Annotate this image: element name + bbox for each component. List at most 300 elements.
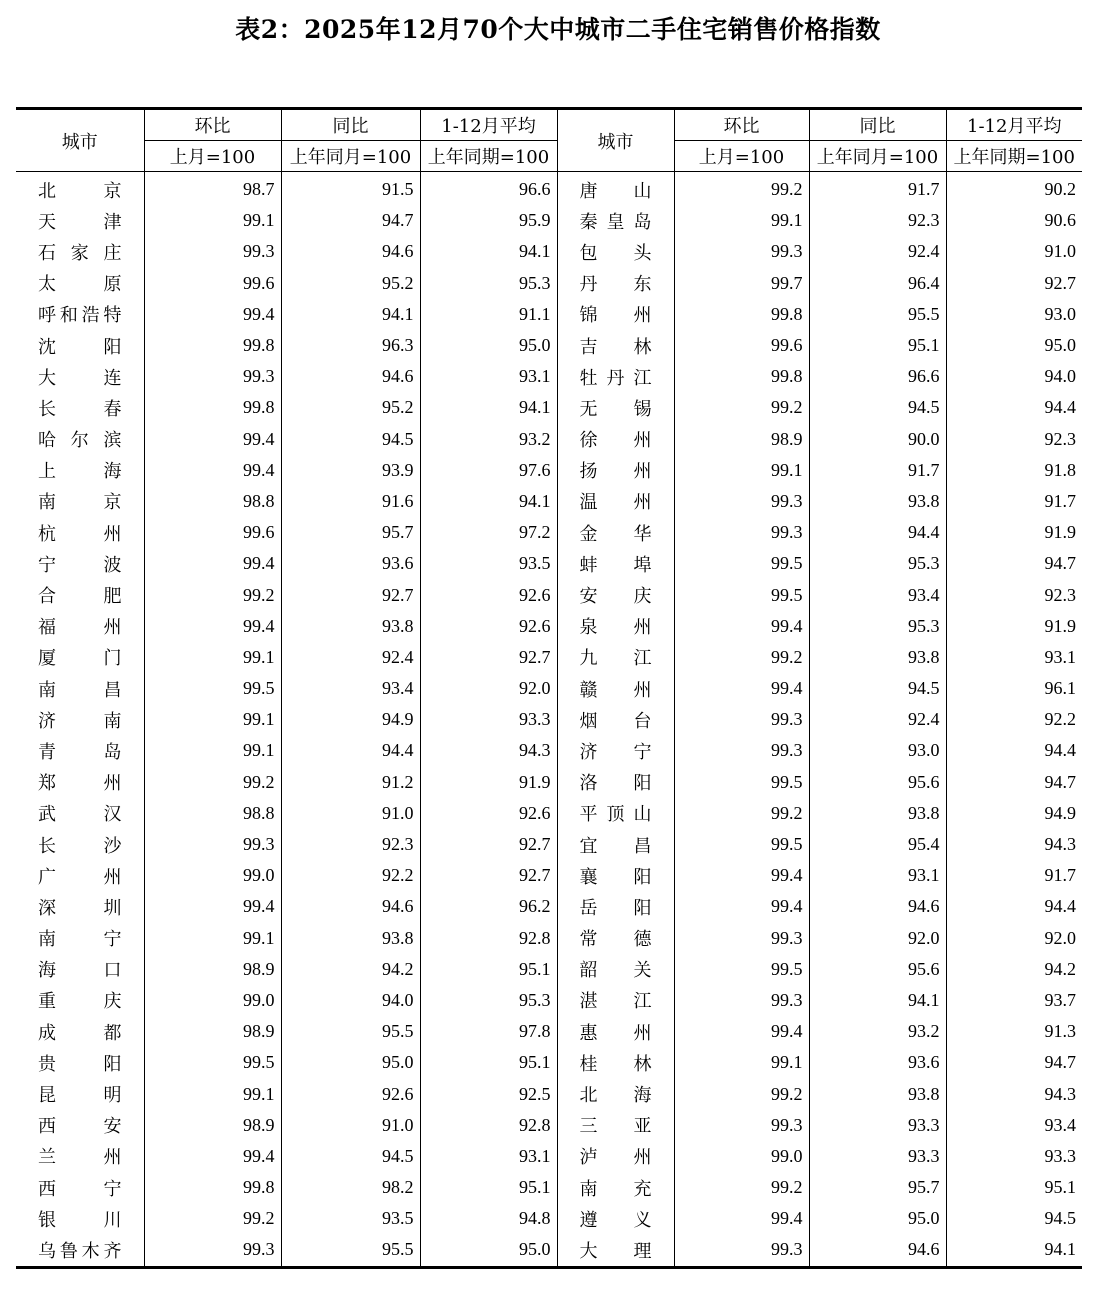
city-name-right: 安庆 — [557, 579, 674, 610]
yoy-value-left: 94.6 — [281, 361, 420, 392]
avg-value-left: 97.2 — [420, 517, 557, 548]
avg-value-right: 92.0 — [946, 923, 1082, 954]
mom-value-left: 99.1 — [144, 735, 281, 766]
avg-value-right: 91.0 — [946, 236, 1082, 267]
yoy-value-left: 92.3 — [281, 829, 420, 860]
avg-value-left: 95.0 — [420, 1234, 557, 1267]
table-row — [16, 299, 1082, 330]
city-name-left: 青岛 — [38, 741, 122, 763]
mom-value-left: 98.9 — [144, 1110, 281, 1141]
mom-value-right: 99.0 — [674, 1141, 809, 1172]
header-mom-right: 环比 — [674, 109, 809, 141]
table-row — [16, 1047, 1082, 1078]
table-row — [16, 798, 1082, 829]
avg-value-right: 94.3 — [946, 1078, 1082, 1109]
mom-value-left: 99.4 — [144, 891, 281, 922]
city-name-right: 襄阳 — [557, 860, 674, 891]
header-yoy-right: 同比 — [809, 109, 946, 141]
mom-value-left: 99.1 — [144, 642, 281, 673]
mom-value-left: 99.5 — [144, 673, 281, 704]
yoy-value-left: 94.7 — [281, 205, 420, 236]
mom-value-left: 99.4 — [144, 424, 281, 455]
city-name-right: 遵义 — [557, 1203, 674, 1234]
table-row — [16, 611, 1082, 642]
mom-value-right: 99.2 — [674, 1172, 809, 1203]
city-name-left: 昆明 — [38, 1085, 122, 1107]
avg-value-right: 91.9 — [946, 611, 1082, 642]
mom-value-left: 99.1 — [144, 923, 281, 954]
avg-value-left: 95.9 — [420, 205, 557, 236]
mom-value-left: 98.8 — [144, 486, 281, 517]
table-row — [16, 424, 1082, 455]
city-name-left: 北京 — [38, 180, 122, 202]
mom-value-right: 99.7 — [674, 268, 809, 299]
city-name-left: 南宁 — [38, 929, 122, 951]
city-name-right: 泸州 — [557, 1141, 674, 1172]
city-name-left: 济南 — [38, 710, 122, 732]
table-row — [16, 1141, 1082, 1172]
yoy-value-right: 94.6 — [809, 1234, 946, 1267]
table-row — [16, 1234, 1082, 1267]
mom-value-right: 99.3 — [674, 486, 809, 517]
header-mom-left: 环比 — [144, 109, 281, 141]
yoy-value-left: 91.0 — [281, 798, 420, 829]
yoy-value-left: 93.8 — [281, 923, 420, 954]
avg-value-left: 93.1 — [420, 361, 557, 392]
table-row — [16, 548, 1082, 579]
city-name-left: 上海 — [38, 461, 122, 483]
city-name-left: 深圳 — [38, 897, 122, 919]
table-row — [16, 172, 1082, 206]
yoy-value-right: 95.4 — [809, 829, 946, 860]
mom-value-left: 99.8 — [144, 1172, 281, 1203]
avg-value-left: 92.7 — [420, 829, 557, 860]
avg-value-left: 95.3 — [420, 268, 557, 299]
yoy-value-left: 91.5 — [281, 172, 420, 206]
header-avg-base-right: 上年同期=100 — [946, 141, 1082, 172]
city-name-right: 常德 — [557, 923, 674, 954]
avg-value-right: 91.9 — [946, 517, 1082, 548]
yoy-value-right: 93.8 — [809, 1078, 946, 1109]
avg-value-right: 94.4 — [946, 392, 1082, 423]
city-name-left: 海口 — [38, 960, 122, 982]
mom-value-right: 99.3 — [674, 735, 809, 766]
table-row — [16, 236, 1082, 267]
table-row — [16, 735, 1082, 766]
yoy-value-left: 95.0 — [281, 1047, 420, 1078]
mom-value-right: 99.4 — [674, 860, 809, 891]
header-yoy-base-right: 上年同月=100 — [809, 141, 946, 172]
avg-value-right: 92.3 — [946, 424, 1082, 455]
avg-value-right: 91.3 — [946, 1016, 1082, 1047]
city-name-right: 无锡 — [557, 392, 674, 423]
table-row — [16, 673, 1082, 704]
yoy-value-right: 92.0 — [809, 923, 946, 954]
avg-value-right: 94.7 — [946, 548, 1082, 579]
mom-value-left: 99.5 — [144, 1047, 281, 1078]
mom-value-left: 99.3 — [144, 829, 281, 860]
avg-value-left: 91.9 — [420, 767, 557, 798]
yoy-value-right: 95.3 — [809, 611, 946, 642]
mom-value-right: 99.2 — [674, 798, 809, 829]
table-row — [16, 517, 1082, 548]
city-name-left: 贵阳 — [38, 1053, 122, 1075]
city-name-left: 呼和浩特 — [38, 305, 122, 327]
yoy-value-left: 95.5 — [281, 1016, 420, 1047]
avg-value-left: 92.7 — [420, 860, 557, 891]
avg-value-right: 94.1 — [946, 1234, 1082, 1267]
avg-value-right: 92.3 — [946, 579, 1082, 610]
avg-value-right: 93.3 — [946, 1141, 1082, 1172]
yoy-value-right: 94.6 — [809, 891, 946, 922]
page-title: 表2：2025年12月70个大中城市二手住宅销售价格指数 — [235, 15, 881, 44]
avg-value-right: 93.7 — [946, 985, 1082, 1016]
avg-value-right: 94.0 — [946, 361, 1082, 392]
city-name-right: 锦州 — [557, 299, 674, 330]
city-name-left: 成都 — [38, 1022, 122, 1044]
avg-value-right: 93.1 — [946, 642, 1082, 673]
yoy-value-right: 96.6 — [809, 361, 946, 392]
mom-value-right: 99.2 — [674, 642, 809, 673]
avg-value-right: 95.1 — [946, 1172, 1082, 1203]
mom-value-right: 99.5 — [674, 954, 809, 985]
city-name-right: 韶关 — [557, 954, 674, 985]
price-index-table — [16, 107, 1082, 1269]
mom-value-right: 99.3 — [674, 236, 809, 267]
table-row — [16, 268, 1082, 299]
table-row — [16, 985, 1082, 1016]
avg-value-right: 94.2 — [946, 954, 1082, 985]
avg-value-right: 94.9 — [946, 798, 1082, 829]
avg-value-left: 93.3 — [420, 704, 557, 735]
avg-value-left: 93.1 — [420, 1141, 557, 1172]
yoy-value-right: 94.1 — [809, 985, 946, 1016]
table-row — [16, 330, 1082, 361]
mom-value-left: 99.3 — [144, 236, 281, 267]
mom-value-right: 99.5 — [674, 767, 809, 798]
city-name-right: 济宁 — [557, 735, 674, 766]
city-name-right: 金华 — [557, 517, 674, 548]
mom-value-right: 99.4 — [674, 891, 809, 922]
mom-value-left: 99.3 — [144, 361, 281, 392]
avg-value-right: 94.3 — [946, 829, 1082, 860]
yoy-value-right: 93.0 — [809, 735, 946, 766]
table-row — [16, 1172, 1082, 1203]
city-name-right: 温州 — [557, 486, 674, 517]
mom-value-left: 98.9 — [144, 1016, 281, 1047]
avg-value-left: 94.8 — [420, 1203, 557, 1234]
yoy-value-right: 95.6 — [809, 954, 946, 985]
table-row — [16, 860, 1082, 891]
avg-value-left: 94.1 — [420, 486, 557, 517]
city-name-left: 郑州 — [38, 773, 122, 795]
avg-value-left: 92.6 — [420, 611, 557, 642]
avg-value-right: 94.5 — [946, 1203, 1082, 1234]
table-row — [16, 954, 1082, 985]
avg-value-left: 92.7 — [420, 642, 557, 673]
city-name-left: 太原 — [38, 274, 122, 296]
yoy-value-left: 93.5 — [281, 1203, 420, 1234]
yoy-value-right: 93.3 — [809, 1110, 946, 1141]
mom-value-left: 99.8 — [144, 330, 281, 361]
avg-value-left: 93.5 — [420, 548, 557, 579]
yoy-value-right: 94.5 — [809, 392, 946, 423]
avg-value-left: 95.3 — [420, 985, 557, 1016]
city-name-left: 南昌 — [38, 679, 122, 701]
table-row — [16, 455, 1082, 486]
table-row — [16, 1110, 1082, 1141]
mom-value-right: 99.1 — [674, 205, 809, 236]
yoy-value-right: 91.7 — [809, 172, 946, 206]
yoy-value-left: 94.6 — [281, 891, 420, 922]
mom-value-left: 99.1 — [144, 704, 281, 735]
yoy-value-left: 95.7 — [281, 517, 420, 548]
yoy-value-right: 93.8 — [809, 486, 946, 517]
header-city-right: 城市 — [557, 109, 674, 172]
table-row — [16, 205, 1082, 236]
table-row — [16, 923, 1082, 954]
table-row — [16, 767, 1082, 798]
table-row — [16, 1203, 1082, 1234]
avg-value-left: 92.8 — [420, 923, 557, 954]
mom-value-right: 99.3 — [674, 704, 809, 735]
city-name-left: 厦门 — [38, 648, 122, 670]
yoy-value-right: 95.3 — [809, 548, 946, 579]
city-name-left: 哈尔滨 — [38, 430, 122, 452]
city-name-right: 赣州 — [557, 673, 674, 704]
mom-value-right: 99.4 — [674, 1016, 809, 1047]
yoy-value-right: 93.8 — [809, 642, 946, 673]
yoy-value-left: 94.9 — [281, 704, 420, 735]
city-name-right: 宜昌 — [557, 829, 674, 860]
mom-value-right: 99.2 — [674, 172, 809, 206]
yoy-value-right: 94.5 — [809, 673, 946, 704]
yoy-value-left: 91.0 — [281, 1110, 420, 1141]
city-name-left: 福州 — [38, 617, 122, 639]
yoy-value-left: 95.2 — [281, 392, 420, 423]
city-name-left: 杭州 — [38, 523, 122, 545]
header-yoy-left: 同比 — [281, 109, 420, 141]
avg-value-right: 92.2 — [946, 704, 1082, 735]
city-name-left: 天津 — [38, 211, 122, 233]
city-name-right: 徐州 — [557, 424, 674, 455]
yoy-value-left: 95.5 — [281, 1234, 420, 1267]
yoy-value-right: 95.5 — [809, 299, 946, 330]
yoy-value-left: 91.2 — [281, 767, 420, 798]
table-row — [16, 1078, 1082, 1109]
city-name-left: 宁波 — [38, 554, 122, 576]
avg-value-right: 91.7 — [946, 860, 1082, 891]
mom-value-left: 98.8 — [144, 798, 281, 829]
avg-value-right: 90.6 — [946, 205, 1082, 236]
city-name-right: 南充 — [557, 1172, 674, 1203]
city-name-left: 武汉 — [38, 804, 122, 826]
avg-value-left: 96.2 — [420, 891, 557, 922]
mom-value-right: 99.1 — [674, 1047, 809, 1078]
header-mom-base-left: 上月=100 — [144, 141, 281, 172]
mom-value-left: 99.4 — [144, 299, 281, 330]
yoy-value-left: 93.6 — [281, 548, 420, 579]
header-city-left: 城市 — [16, 109, 144, 172]
avg-value-left: 92.6 — [420, 579, 557, 610]
avg-value-left: 97.6 — [420, 455, 557, 486]
yoy-value-left: 94.4 — [281, 735, 420, 766]
yoy-value-left: 93.4 — [281, 673, 420, 704]
avg-value-left: 95.1 — [420, 1172, 557, 1203]
city-name-right: 包头 — [557, 236, 674, 267]
yoy-value-right: 95.7 — [809, 1172, 946, 1203]
avg-value-left: 95.1 — [420, 954, 557, 985]
yoy-value-left: 93.9 — [281, 455, 420, 486]
table-row — [16, 486, 1082, 517]
mom-value-right: 99.6 — [674, 330, 809, 361]
avg-value-left: 96.6 — [420, 172, 557, 206]
avg-value-right: 94.7 — [946, 767, 1082, 798]
table-row — [16, 829, 1082, 860]
mom-value-right: 99.3 — [674, 923, 809, 954]
mom-value-left: 98.7 — [144, 172, 281, 206]
table-row — [16, 704, 1082, 735]
avg-value-right: 93.0 — [946, 299, 1082, 330]
city-name-left: 南京 — [38, 492, 122, 514]
city-name-right: 大理 — [557, 1234, 674, 1267]
yoy-value-left: 91.6 — [281, 486, 420, 517]
mom-value-left: 99.1 — [144, 1078, 281, 1109]
mom-value-left: 99.1 — [144, 205, 281, 236]
city-name-right: 九江 — [557, 642, 674, 673]
avg-value-left: 94.1 — [420, 392, 557, 423]
mom-value-right: 99.5 — [674, 829, 809, 860]
table-row — [16, 392, 1082, 423]
yoy-value-right: 93.4 — [809, 579, 946, 610]
mom-value-left: 99.0 — [144, 860, 281, 891]
city-name-left: 重庆 — [38, 991, 122, 1013]
yoy-value-right: 93.1 — [809, 860, 946, 891]
yoy-value-left: 94.0 — [281, 985, 420, 1016]
mom-value-left: 99.2 — [144, 579, 281, 610]
avg-value-left: 92.6 — [420, 798, 557, 829]
city-name-left: 广州 — [38, 866, 122, 888]
header-yoy-base-left: 上年同月=100 — [281, 141, 420, 172]
yoy-value-left: 92.6 — [281, 1078, 420, 1109]
yoy-value-right: 93.3 — [809, 1141, 946, 1172]
avg-value-right: 94.4 — [946, 735, 1082, 766]
city-name-right: 丹东 — [557, 268, 674, 299]
avg-value-left: 92.0 — [420, 673, 557, 704]
yoy-value-left: 94.5 — [281, 1141, 420, 1172]
yoy-value-left: 94.6 — [281, 236, 420, 267]
mom-value-right: 99.8 — [674, 299, 809, 330]
avg-value-left: 92.8 — [420, 1110, 557, 1141]
mom-value-right: 99.2 — [674, 392, 809, 423]
city-name-right: 平顶山 — [557, 798, 674, 829]
table-row — [16, 642, 1082, 673]
yoy-value-right: 94.4 — [809, 517, 946, 548]
yoy-value-left: 92.7 — [281, 579, 420, 610]
yoy-value-right: 93.2 — [809, 1016, 946, 1047]
mom-value-right: 99.4 — [674, 1203, 809, 1234]
mom-value-left: 99.8 — [144, 392, 281, 423]
mom-value-left: 99.0 — [144, 985, 281, 1016]
city-name-left: 长沙 — [38, 835, 122, 857]
avg-value-right: 91.7 — [946, 486, 1082, 517]
city-name-right: 泉州 — [557, 611, 674, 642]
mom-value-right: 99.5 — [674, 548, 809, 579]
mom-value-left: 99.4 — [144, 548, 281, 579]
avg-value-left: 92.5 — [420, 1078, 557, 1109]
yoy-value-right: 91.7 — [809, 455, 946, 486]
table-row — [16, 361, 1082, 392]
city-name-right: 桂林 — [557, 1047, 674, 1078]
city-name-right: 唐山 — [557, 172, 674, 206]
yoy-value-right: 93.6 — [809, 1047, 946, 1078]
city-name-left: 合肥 — [38, 586, 122, 608]
mom-value-left: 99.4 — [144, 1141, 281, 1172]
city-name-right: 扬州 — [557, 455, 674, 486]
avg-value-left: 93.2 — [420, 424, 557, 455]
city-name-left: 兰州 — [38, 1147, 122, 1169]
yoy-value-left: 93.8 — [281, 611, 420, 642]
yoy-value-left: 94.5 — [281, 424, 420, 455]
avg-value-left: 95.0 — [420, 330, 557, 361]
mom-value-left: 99.6 — [144, 268, 281, 299]
yoy-value-left: 96.3 — [281, 330, 420, 361]
table-row — [16, 1016, 1082, 1047]
city-name-left: 银川 — [38, 1209, 122, 1231]
yoy-value-right: 96.4 — [809, 268, 946, 299]
header-avg-base-left: 上年同期=100 — [420, 141, 557, 172]
mom-value-left: 99.6 — [144, 517, 281, 548]
mom-value-right: 98.9 — [674, 424, 809, 455]
yoy-value-left: 94.1 — [281, 299, 420, 330]
city-name-left: 西安 — [38, 1116, 122, 1138]
city-name-right: 湛江 — [557, 985, 674, 1016]
mom-value-right: 99.2 — [674, 1078, 809, 1109]
table-row — [16, 891, 1082, 922]
city-name-right: 洛阳 — [557, 767, 674, 798]
yoy-value-right: 95.0 — [809, 1203, 946, 1234]
avg-value-right: 95.0 — [946, 330, 1082, 361]
avg-value-right: 91.8 — [946, 455, 1082, 486]
yoy-value-right: 95.6 — [809, 767, 946, 798]
header-mom-base-right: 上月=100 — [674, 141, 809, 172]
yoy-value-right: 92.4 — [809, 236, 946, 267]
yoy-value-left: 94.2 — [281, 954, 420, 985]
yoy-value-left: 95.2 — [281, 268, 420, 299]
city-name-right: 北海 — [557, 1078, 674, 1109]
header-avg-right: 1-12月平均 — [946, 109, 1082, 141]
mom-value-right: 99.3 — [674, 517, 809, 548]
city-name-right: 三亚 — [557, 1110, 674, 1141]
city-name-right: 秦皇岛 — [557, 205, 674, 236]
mom-value-right: 99.4 — [674, 673, 809, 704]
mom-value-right: 99.3 — [674, 1234, 809, 1267]
yoy-value-right: 92.3 — [809, 205, 946, 236]
avg-value-left: 97.8 — [420, 1016, 557, 1047]
avg-value-right: 94.7 — [946, 1047, 1082, 1078]
yoy-value-left: 92.4 — [281, 642, 420, 673]
city-name-right: 惠州 — [557, 1016, 674, 1047]
avg-value-right: 94.4 — [946, 891, 1082, 922]
city-name-left: 乌鲁木齐 — [38, 1240, 122, 1262]
yoy-value-left: 98.2 — [281, 1172, 420, 1203]
avg-value-left: 95.1 — [420, 1047, 557, 1078]
avg-value-right: 93.4 — [946, 1110, 1082, 1141]
table-row — [16, 579, 1082, 610]
city-name-left: 大连 — [38, 367, 122, 389]
city-name-left: 西宁 — [38, 1178, 122, 1200]
yoy-value-left: 92.2 — [281, 860, 420, 891]
